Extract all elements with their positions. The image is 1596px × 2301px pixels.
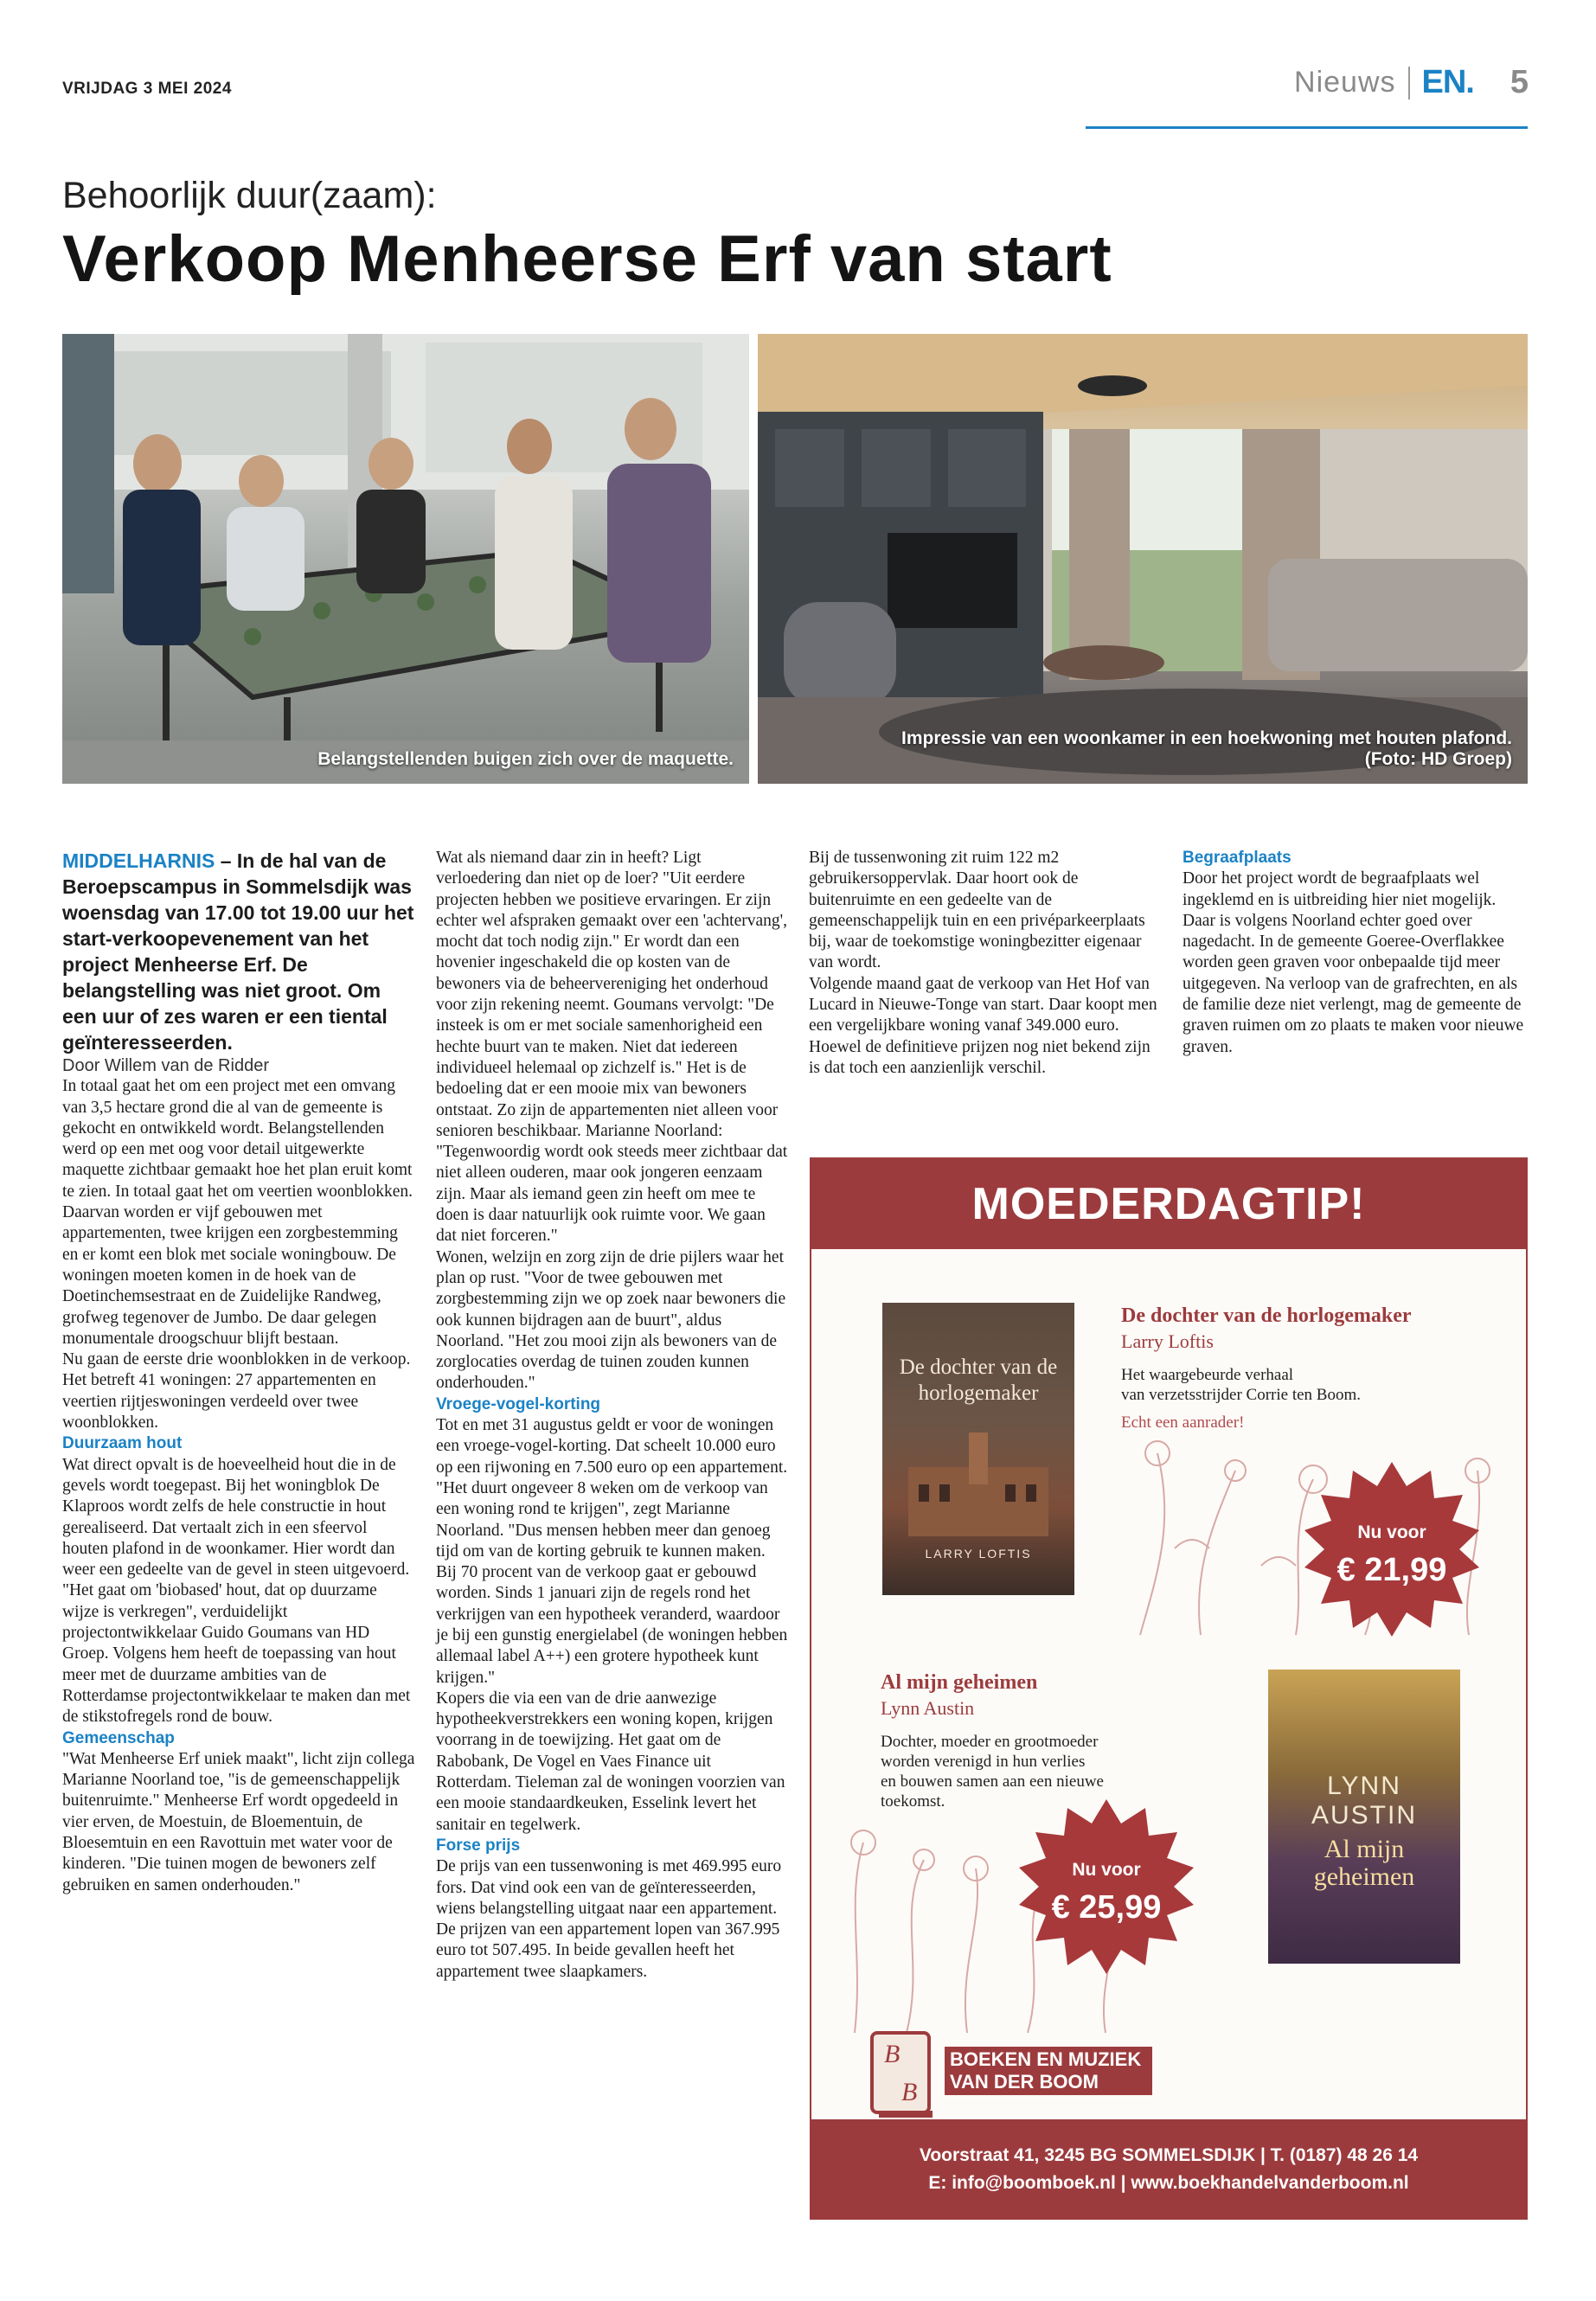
book-description-line: worden verenigd in hun verlies [881,1753,1086,1771]
article-lead [62,848,415,1055]
book-description-line: van verzetsstrijder Corrie ten Boom. [1121,1386,1362,1404]
book-description [1121,1365,1361,1405]
svg-text:B: B [901,2078,918,2106]
subheading-forse-prijs: Forse prijs [436,1836,521,1855]
newspaper-logo: EN. [1421,64,1474,100]
paragraph: Nu gaan de eerste drie woonblokken in de verkoop. Het betreft 41 woningen: 27 appartementen en veertien rijtjeswoningen verdeeld over twee woonblokken. [62,1350,411,1433]
article-headline: Verkoop Menheerse Erf van start [62,222,1112,296]
book-cover-de-dochter-van-de-horlogemaker[interactable] [882,1303,1074,1595]
price-label: Nu voor [1072,1860,1141,1880]
ad-contact-links[interactable]: E: info@boomboek.nl | www.boekhandelvanderboom.nl [928,2173,1409,2193]
price-seal-21-99 [1296,1462,1488,1654]
article-dateline: MIDDELHARNIS [62,849,215,872]
photo-living-room-caption-credit: (Foto: HD Groep) [1364,749,1512,769]
shop-name-line: BOEKEN EN MUZIEK [950,2048,1142,2070]
book-cover-title-line: geheimen [1313,1862,1415,1891]
paragraph: De prijs van een tussenwoning is met 469.995 euro fors. Dat vind ook een van de geïnteresseerden, wiens belangstelling uitgaat naar een appartement. De prijzen van een appartement lopen van 367.995 euro tot 507.495. In beide gevallen heeft het appartement twee slaapkamers. [436,1857,782,1981]
price-seal-25-99 [1010,1799,1202,1991]
paragraph: Kopers die via een van de drie aanwezige hypotheekverstrekkers een woning kopen, krijgen voorrang in de toewijzing. Het gaat om de Rabobank, De Vogel en Vaes Finance uit Rotterdam. Tieleman zal de woningen voorzien van een mooie standaardkeuken, Esselink levert het sanitair en tegelwerk. [436,1689,785,1834]
article-byline: Door Willem van de Ridder [62,1056,269,1075]
photo-living-room-caption-line1: Impressie van een woonkamer in een hoekwoning met houten plafond. [901,728,1512,748]
shop-name-line: VAN DER BOOM [950,2071,1099,2093]
paragraph: Volgende maand gaat de verkoop van Het Hof van Lucard in Nieuwe-Tonge van start. Daar koopt men een vergelijkbare woning vanaf 349.000 euro. Hoewel de definitieve prijzen nog niet bekend zijn is dat toch een aanzienlijk verschil. [809,974,1157,1077]
paragraph: Bij de tussenwoning zit ruim 122 m2 gebruikersoppervlak. Daar hoort ook de buitenruimte en een gedeelte van de gemeenschappelijk tuin en een privéparkeerplaats bij, waar de toekomstige woningbezitter eigenaar van wordt. [809,849,1145,972]
paragraph: Door het project wordt de begraafplaats wel ingeklemd en is uitbreiding hier niet mogelijk. Daar is volgens Noorland echter goed over nagedacht. In de gemeente Goeree-Overflakkee worden geen graven voor onbepaalde tijd meer uitgegeven. Na verloop van de grafrechten, en als de familie deze niet verlengt, mag de gemeente de graven ruimen om zo plaats te maken voor nieuwe graven. [1183,869,1524,1056]
building-icon [908,1433,1048,1536]
book-description-line: Het waargebeurde verhaal [1121,1366,1294,1384]
book-author-lynn-austin: Lynn Austin [881,1697,975,1719]
book-cover-author: LARRY LOFTIS [925,1547,1032,1561]
paragraph: Wonen, welzijn en zorg zijn de drie pijlers waar het plan op rust. "Voor de twee gebouwen met zorgbestemming zijn we op zoek naar bewoners die ook kunnen bijdragen aan de buurt", aldus Noorland. "Het zou mooi zijn als bewoners van de zorglocaties overdag de tuinen zouden kunnen onderhouden." [436,1247,786,1393]
ad-address: Voorstraat 41, 3245 BG SOMMELSDIJK | T. (0187) 48 26 14 [919,2145,1419,2165]
paragraph: "Wat Menheerse Erf uniek maakt", licht zijn collega Marianne Noorland toe, "is de gemeenschappelijk buitenruimte." Menheerse Erf wordt opgedeeld in vier erven, de Moestuin, de Bloementuin, de Bloesemtuin en een Ravottuin met water voor de kinderen. "Die tuinen mogen de bewoners zelf gebruiken en samen onderhouden." [62,1749,415,1894]
article-column-3 [809,848,1162,1079]
book-cover-author [1268,1772,1460,1830]
book-author-larry-loftis: Larry Loftis [1121,1330,1214,1352]
photo-living-room-illustration [758,334,1528,784]
photo-living-room-caption [901,728,1512,770]
book-cover-author-line: LYNN [1327,1772,1401,1800]
book-cover-title: De dochter van de horlogemaker [899,1356,1058,1405]
price-value: € 21,99 [1336,1552,1447,1588]
price-value: € 25,99 [1051,1889,1162,1926]
book-cover-title [1268,1836,1460,1891]
svg-text:B: B [884,2040,901,2068]
book-description-line: toekomst. [881,1792,945,1811]
subheading-begraafplaats: Begraafplaats [1183,849,1292,867]
photo-maquette [62,334,749,784]
article-kicker: Behoorlijk duur(zaam): [62,175,437,216]
book-recommendation: Echt een aanrader! [1121,1413,1245,1432]
photo-living-room [758,334,1528,784]
photo-maquette-caption: Belangstellenden buigen zich over de maquette. [317,749,734,769]
shop-name [945,2047,1152,2095]
article-column-2 [436,848,789,1983]
page-masthead [1294,64,1529,101]
header-rule [1086,126,1528,129]
book-title-al-mijn-geheimen: Al mijn geheimen [881,1671,1038,1694]
ad-banner: MOEDERDAGTIP! [811,1159,1526,1249]
book-cover-al-mijn-geheimen[interactable] [1268,1670,1460,1964]
ad-contact-footer[interactable] [811,2119,1526,2218]
book-description-line: en bouwen samen aan een nieuwe [881,1772,1104,1791]
paragraph: Wat als niemand daar zin in heeft? Ligt verloedering dan niet op de loer? "Uit eerdere projecten hebben we positieve ervaringen. Er zijn echter wel afspraken gemaakt over een 'achtervang', mocht dat toch nodig zijn." Er wordt dan een hovenier ingeschakeld die op kosten van de bewoners via de beheervereniging het onderhoud voor zijn rekening neemt. Goumans vervolgt: "De insteek is om er met sociale samenhorigheid een hechte buurt van te maken. Niet dat iedereen individueel helemaal op zichzelf is." Het is de bedoeling dat er een mooie mix van bewoners ontstaat. Zo zijn de appartementen niet alleen voor senioren beschikbaar. Marianne Noorland: "Tegenwoordig wordt ook steeds meer zichtbaar dat niet alleen ouderen, maar ook jongeren eenzaam zijn. Maar als iemand geen zin heeft om mee te doen is daar natuurlijk ook ruimte voor. We gaan dat niet forceren." [436,849,788,1246]
masthead-divider [1408,67,1410,99]
article-column-1 [62,848,415,1896]
section-name: Nieuws [1294,66,1396,99]
paragraph: Tot en met 31 augustus geldt er voor de woningen een vroege-vogel-korting. Dat scheelt 10.000 euro op een rijwoning en 7.500 euro op een appartement. "Het duurt ongeveer 8 weken om de verkoop van een woning rond te krijgen", zegt Marianne Noorland. "Dus mensen hebben meer dan genoeg tijd om van de korting gebruik te kunnen maken. Bij 70 procent van de verkoop gaat er gebouwd worden. Sinds 1 januari zijn de regels rond het verkrijgen van een hypotheek veranderd, waardoor je bij een gunstig energielabel (de woningen hebben allemaal label A++) een grotere hypotheek kunt krijgen." [436,1416,788,1687]
book-description-line: Dochter, moeder en grootmoeder [881,1733,1099,1751]
book-cover-author-line: AUSTIN [1311,1801,1417,1830]
subheading-gemeenschap: Gemeenschap [62,1728,175,1747]
issue-date: VRIJDAG 3 MEI 2024 [62,80,232,98]
book-title-de-dochter: De dochter van de horlogemaker [1121,1304,1412,1327]
page-number: 5 [1509,64,1529,100]
shop-book-logo-icon [867,2028,939,2123]
paragraph: Wat direct opvalt is de hoeveelheid hout die in de gevels wordt toegepast. Bij het woningblok De Klaproos wordt zelfs de hele constructie in hout gerealiseerd. Dat vertaalt zich in een sfeervol houten plafond in de woonkamer. Hier wordt dan weer een gedeelte van de gevel in steen uitgevoerd. "Het gaat om 'biobased' hout, dat op duurzame wijze is verkregen", verduidelijkt projectontwikkelaar Guido Goumans van HD Groep. Volgens hem heeft de toepassing van hout meer met de duurzame ambities van de Rotterdamse projectontwikkelaar te maken dan met de stikstofregels rond de bouw. [62,1455,411,1727]
book-cover-title-line: Al mijn [1324,1835,1405,1863]
subheading-vroege-vogel-korting: Vroege-vogel-korting [436,1394,601,1413]
article-lead-text: – In de hal van de Beroepscampus in Sommelsdijk was woensdag van 17.00 tot 19.00 uur het start-verkoopevenement van het project Menheerse Erf. De belangstelling was niet groot. Om een uur of zes waren er een tiental geïnteresseerden. [62,849,414,1054]
price-label: Nu voor [1357,1522,1426,1542]
paragraph: In totaal gaat het om een project met een omvang van 3,5 hectare grond die al van de gemeente is gekocht en ontwikkeld wordt. Belangstellenden werd op een met oog voor detail uitgewerkte maquette zichtbaar gemaakt hoe het plan eruit komt te zien. In totaal gaat het om veertien woonblokken. Daarvan worden er vijf gebouwen met appartementen, twee krijgen een zorgbestemming en er komt een blok met sociale woningbouw. De woningen moeten komen in de hoek van de Doetinchemsestraat en de Zuidelijke Randweg, grofweg tegenover de Jumbo. De daar gelegen monumentale droogschuur blijft bestaan. [62,1077,413,1348]
subheading-duurzaam-hout: Duurzaam hout [62,1434,183,1453]
article-column-4 [1183,848,1529,1058]
photo-maquette-illustration [62,334,749,784]
advertisement-moederdagtip[interactable] [810,1157,1528,2220]
